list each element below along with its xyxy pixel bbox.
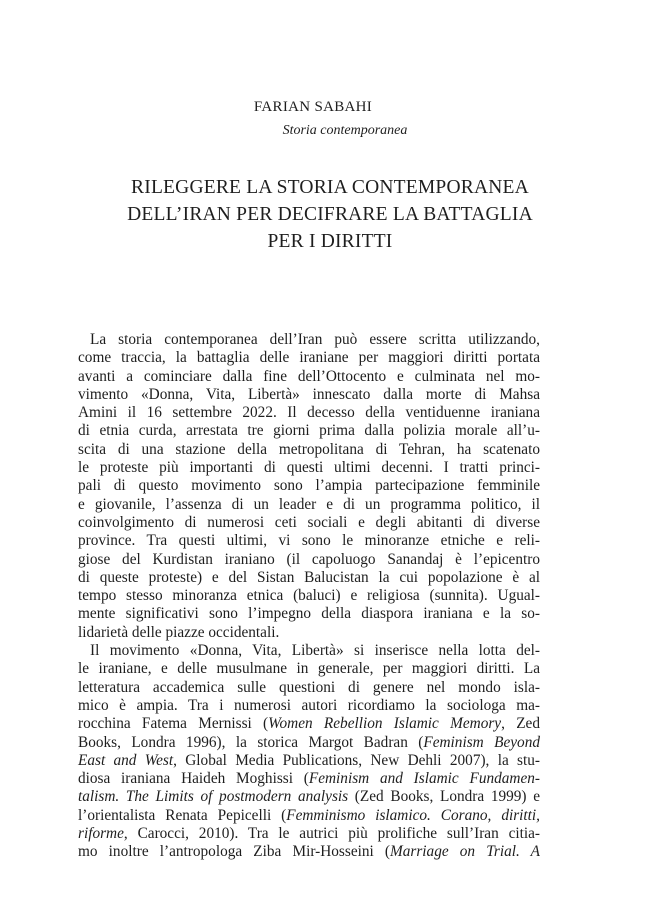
text-run: Books, Londra 1996), la storica Margot Badran (: [78, 733, 424, 751]
cited-title: Women Rebellion Islamic Memory: [268, 715, 502, 733]
text-line: coinvolgimento di numerosi ceti sociali e degli abitanti di diverse: [78, 513, 540, 531]
text-line: mente significativi sono l’impegno della diaspora iraniana e la so-: [78, 605, 540, 623]
text-line: [78, 770, 540, 788]
cited-title: Femminismo islamico. Corano, diritti,: [286, 806, 540, 824]
title-line: DELL’IRAN PER DECIFRARE LA BATTAGLIA: [127, 204, 533, 225]
text-run: rocchina Fatema Mernissi (: [78, 715, 269, 733]
text-line: vimento «Donna, Vita, Libertà» innescato dalla morte di Mahsa: [78, 385, 540, 403]
text-line: lidarietà delle piazze occidentali.: [78, 623, 280, 641]
paragraph-2: [78, 642, 540, 862]
title-line: RILEGGERE LA STORIA CONTEMPORANEA: [131, 177, 529, 198]
text-line: [78, 807, 540, 825]
text-line: [78, 734, 540, 752]
author-affiliation: Storia contemporanea: [282, 123, 408, 138]
text-line: di etnia curda, arrestata tre giorni prima dalla polizia morale all’u-: [78, 422, 540, 440]
cited-title: Feminism and Islamic Fundamen-: [308, 770, 540, 788]
body-text: [78, 331, 540, 862]
text-line: pali di questo movimento sono l’ampia partecipazione femminile: [78, 477, 540, 495]
text-run: mo inoltre l’antropologa Ziba Mir-Hosseini (: [78, 843, 390, 861]
text-line: Il movimento «Donna, Vita, Libertà» si inserisce nella lotta del-: [90, 642, 540, 660]
text-line: le proteste più importanti di questi ultimi decenni. I tratti princi-: [78, 459, 540, 477]
paragraph-1: [78, 331, 540, 642]
text-run: diosa iraniana Haideh Moghissi (: [78, 770, 309, 788]
text-line: [78, 788, 540, 806]
text-run: , Carocci, 2010). Tra le autrici più prolifiche sull’Iran citia-: [123, 825, 540, 843]
chapter-title: [80, 174, 580, 255]
cited-title: Marriage on Trial. A: [390, 843, 541, 861]
text-line: mico è ampia. Tra i numerosi autori ricordiamo la sociologa ma-: [78, 696, 540, 714]
text-line: letteratura accademica sulle questioni di genere nel mondo isla-: [78, 678, 540, 696]
text-run: (Zed Books, Londra 1999) e: [348, 788, 540, 806]
cited-title: talism. The Limits of postmodern analysis: [78, 788, 349, 806]
text-line: [78, 752, 540, 770]
text-line: scita di una stazione della metropolitana di Tehran, ha scatenato: [78, 440, 540, 458]
title-line: PER I DIRITTI: [267, 231, 393, 252]
text-line: e giovanile, l’assenza di un leader e di un programma politico, il: [78, 495, 540, 513]
text-line: [78, 715, 540, 733]
text-line: tempo stesso minoranza etnica (baluci) e religiosa (sunnita). Ugual-: [78, 587, 540, 605]
text-line: giose del Kurdistan iraniano (il capoluogo Sanandaj è l’epicentro: [78, 550, 540, 568]
text-line: di queste proteste) e del Sistan Balucistan la cui popolazione è al: [78, 568, 540, 586]
cited-title: East and West: [78, 751, 174, 769]
text-run: , Global Media Publications, New Dehli 2007), la stu-: [173, 751, 540, 769]
text-run: , Zed: [501, 715, 540, 733]
text-line: le iraniane, e delle musulmane in generale, per maggiori diritti. La: [78, 660, 540, 678]
text-line: [78, 843, 540, 861]
author-name: FARIAN SABAHI: [253, 99, 373, 115]
cited-title: riforme: [78, 825, 124, 843]
text-line: La storia contemporanea dell’Iran può essere scritta utilizzando,: [90, 331, 540, 348]
text-line: come traccia, la battaglia delle iraniane per maggiori diritti portata: [78, 349, 540, 367]
text-line: [78, 825, 540, 843]
text-run: l’orientalista Renata Pepicelli (: [78, 806, 287, 824]
cited-title: Feminism Beyond: [423, 733, 540, 751]
text-line: province. Tra questi ultimi, vi sono le minoranze etniche e reli-: [78, 532, 540, 550]
text-line: Amini il 16 settembre 2022. Il decesso della ventiduenne iraniana: [78, 404, 540, 422]
text-line: avanti a cominciare dalla fine dell’Ottocento e culminata nel mo-: [78, 367, 540, 385]
